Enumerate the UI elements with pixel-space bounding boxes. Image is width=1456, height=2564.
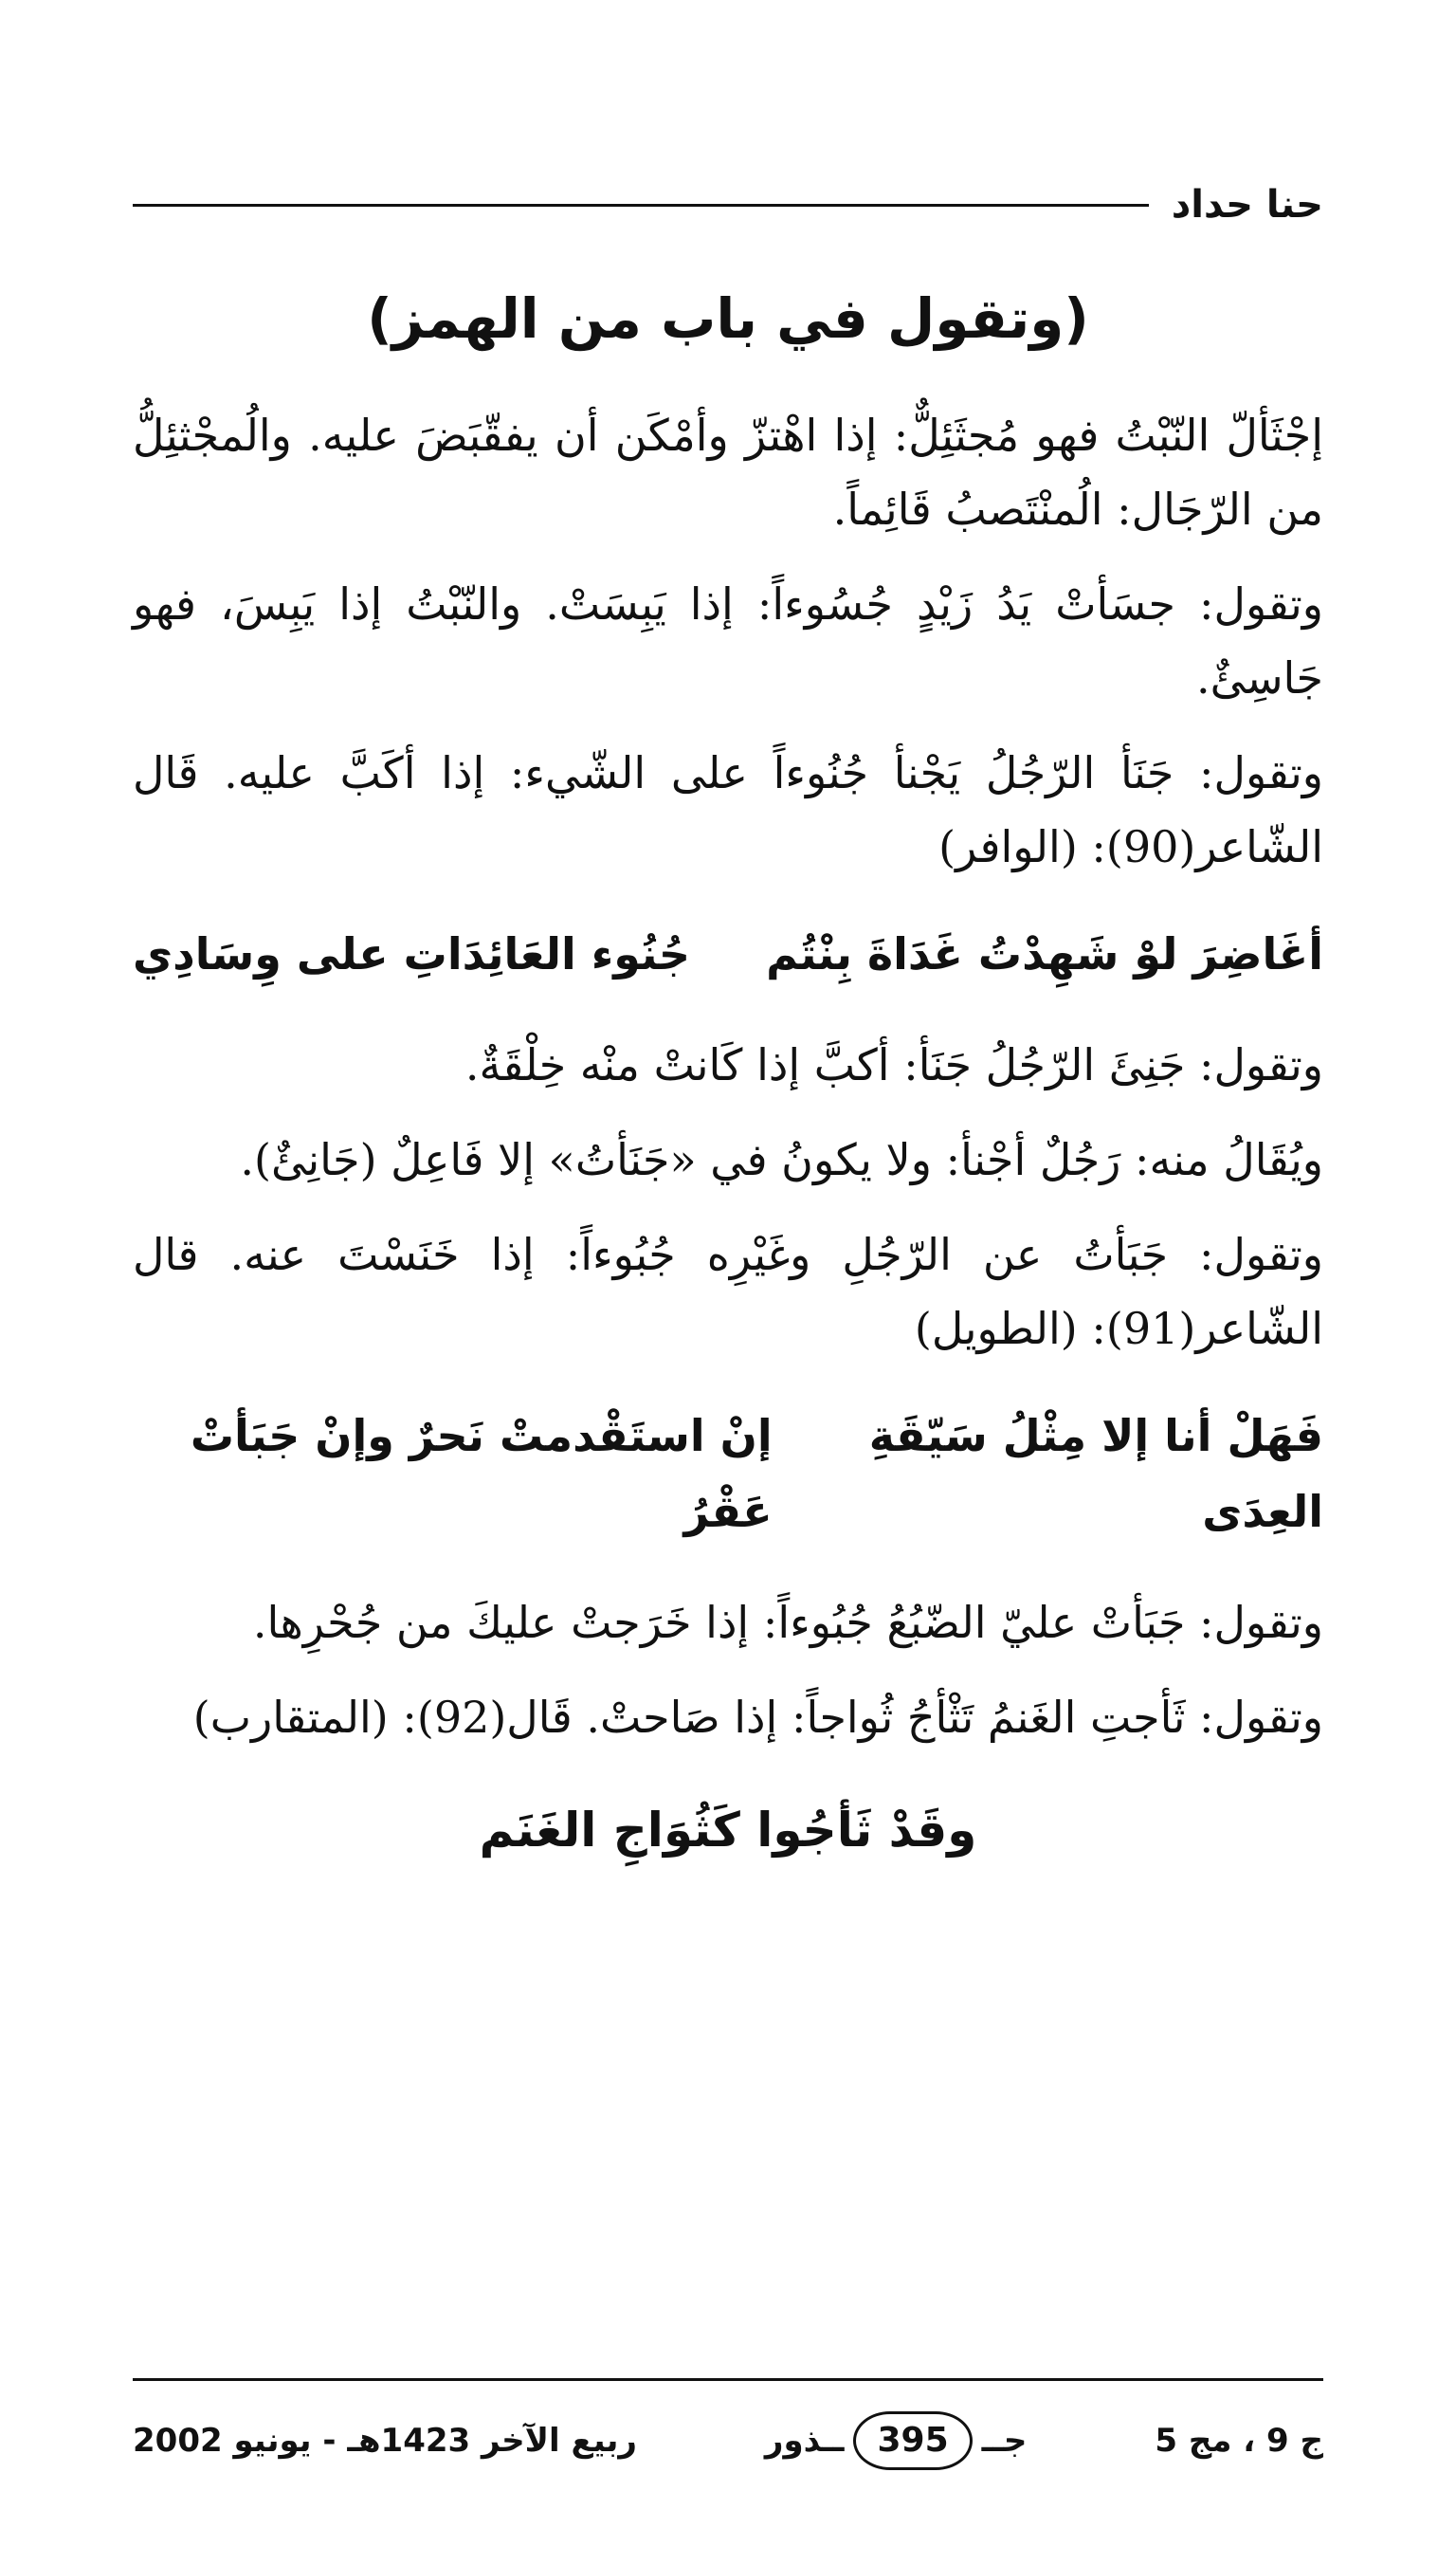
footer-rule	[133, 2378, 1323, 2381]
journal-prefix: جــ	[981, 2422, 1028, 2460]
volume-label: ج 9 ، مج 5	[1155, 2422, 1323, 2460]
section-title: (وتقول في باب من الهمز)	[367, 286, 1089, 351]
paragraph: ويُقَالُ منه: رَجُلٌ أجْنأ: ولا يكونُ في «جَنَأتُ» إلا فَاعِلٌ (جَانِئٌ).	[240, 1134, 1323, 1185]
paragraph: وتقول: جَبَأتُ عن الرّجُلِ وغَيْرِه جُبُوءاً: إذا خَنَسْتَ عنه. قال الشّاعر(91): (الطويل)	[133, 1229, 1323, 1354]
paragraph: وتقول: جَبَأتْ عليّ الضّبُعُ جُبُوءاً: إذا خَرَجتْ عليكَ من جُحْرِها.	[252, 1597, 1323, 1648]
page-number: 395	[853, 2411, 972, 2470]
paragraph: وتقول: جَنَأ الرّجُلُ يَجْنأ جُنُوءاً على الشّيء: إذا أكَبَّ عليه. قَال الشّاعر(90): (الوافر)	[133, 747, 1323, 872]
paragraph: وتقول: ثَأجتِ الغَنمُ تَثْأجُ ثُواجاً: إذا صَاحتْ. قَال(92): (المتقارب)	[192, 1692, 1323, 1743]
header-rule	[133, 204, 1149, 207]
author-name: حنا حداد	[1171, 183, 1323, 227]
issue-date: ربيع الآخر 1423هـ - يونيو 2002	[133, 2422, 637, 2460]
paragraph: وتقول: جسَأتْ يَدُ زَيْدٍ جُسُوءاً: إذا يَبِسَتْ. والنّبْتُ إذا يَبِسَ، فهو جَاسِئٌ.	[133, 578, 1323, 704]
journal-suffix: ــذور	[764, 2422, 845, 2460]
page	[133, 0, 1323, 2564]
page-footer	[133, 2403, 1323, 2479]
journal-mark	[765, 2411, 1028, 2470]
verse-line	[133, 1398, 1323, 1549]
paragraph: إجْثَألّ النّبْتُ فهو مُجثَئِلٌّ: إذا اهْتزّ وأمْكَن أن يفقّبَضَ عليه. والُمجْثئِلُّ من الرّجَال: الُمنْتَصبُ قَائِماً.	[133, 410, 1323, 535]
verse-first-hemistich: فَهَلْ أنا إلا مِثْلُ سَيّقَةِ العِدَى	[868, 1410, 1323, 1537]
article-body	[133, 398, 1323, 1868]
running-head	[133, 176, 1323, 233]
verse-line-centered: وقَدْ ثَأجُوا كَثُوَاجِ الغَنَم	[479, 1803, 977, 1858]
verse-first-hemistich: أغَاضِرَ لوْ شَهِدْتُ غَدَاةَ بِنْتُم	[766, 928, 1323, 980]
verse-second-hemistich: إنْ استَقْدمتْ نَحرٌ وإنْ جَبَأتْ عَقْرُ	[190, 1410, 773, 1537]
paragraph: وتقول: جَنِئَ الرّجُلُ جَنَأ: أكبَّ إذا كَانتْ منْه خِلْقَةٌ.	[464, 1039, 1323, 1090]
verse-second-hemistich: جُنُوء العَائِدَاتِ على وِسَادِي	[133, 928, 691, 980]
verse-line	[133, 916, 1323, 992]
